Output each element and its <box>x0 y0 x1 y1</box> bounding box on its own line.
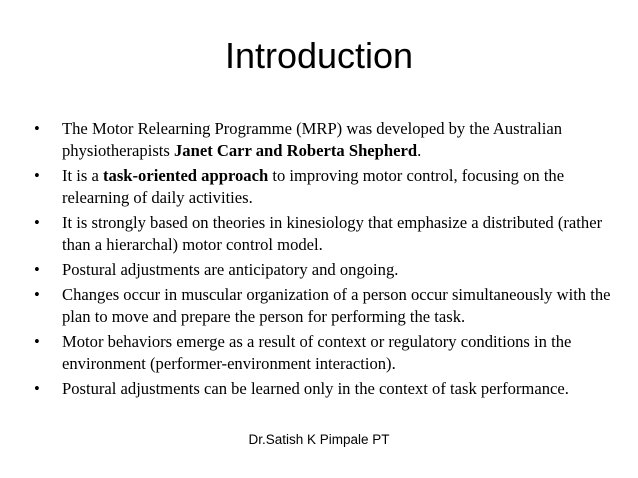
bullet-icon: • <box>34 260 40 279</box>
bullet-text: Postural adjustments can be learned only in the context of task performance. <box>62 379 569 398</box>
bullet-text: It is a <box>62 166 104 185</box>
bullet-item <box>34 259 614 281</box>
bullet-item <box>34 165 614 209</box>
bullet-icon: • <box>34 379 40 398</box>
slide-title: Introduction <box>224 35 414 76</box>
slide-footer: Dr.Satish K Pimpale PT <box>248 432 390 447</box>
bullet-text: It is strongly based on theories in kinesiology that emphasize a distributed (rather than a hierarchal) motor control model. <box>62 213 603 254</box>
bullet-text: Changes occur in muscular organization of a person occur simultaneously with the plan to move and prepare the person for performing the task. <box>62 285 611 326</box>
bullet-item <box>34 212 614 256</box>
bullet-item <box>34 331 614 375</box>
bullet-list <box>34 118 614 403</box>
bullet-text: Motor behaviors emerge as a result of context or regulatory conditions in the environment (performer-environment interaction). <box>62 332 572 373</box>
bullet-bold-text: Janet Carr and Roberta Shepherd <box>174 141 418 160</box>
bullet-item <box>34 118 614 162</box>
bullet-text: The Motor Relearning Programme (MRP) was developed by the Australian physiotherapists <box>62 119 563 160</box>
bullet-icon: • <box>34 213 40 232</box>
bullet-text: Postural adjustments are anticipatory and ongoing. <box>62 260 399 279</box>
bullet-icon: • <box>34 332 40 351</box>
bullet-text: to improving motor control, focusing on the relearning of daily activities. <box>62 166 565 207</box>
bullet-item <box>34 378 614 400</box>
bullet-text: . <box>417 141 422 160</box>
bullet-bold-text: task-oriented approach <box>103 166 269 185</box>
bullet-item <box>34 284 614 328</box>
bullet-icon: • <box>34 166 40 185</box>
bullet-icon: • <box>34 119 40 138</box>
bullet-icon: • <box>34 285 40 304</box>
